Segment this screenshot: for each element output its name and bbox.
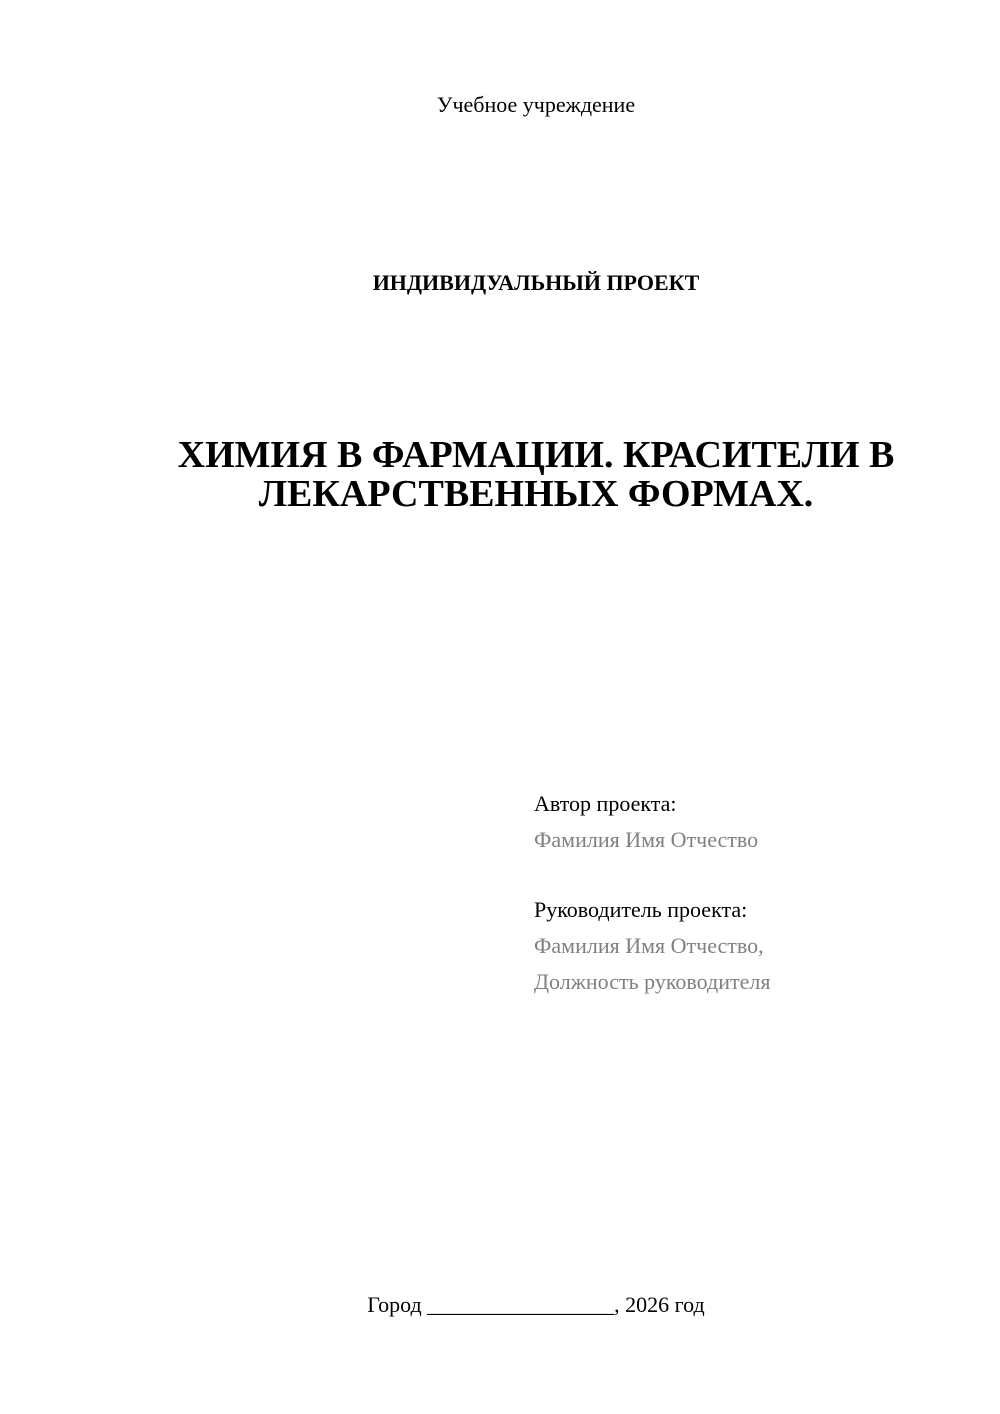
project-title-line-2: ЛЕКАРСТВЕННЫХ ФОРМАХ. bbox=[258, 473, 814, 515]
city-year-line: Город _________________, 2026 год bbox=[367, 1292, 705, 1317]
supervisor-position: Должность руководителя bbox=[534, 969, 771, 994]
institution-name: Учебное учреждение bbox=[436, 92, 636, 117]
author-name: Фамилия Имя Отчество bbox=[534, 827, 759, 852]
project-title-line-1: ХИМИЯ В ФАРМАЦИИ. КРАСИТЕЛИ В bbox=[177, 434, 895, 476]
supervisor-name: Фамилия Имя Отчество, bbox=[534, 933, 764, 958]
supervisor-label: Руководитель проекта: bbox=[534, 897, 748, 922]
project-type-heading: ИНДИВИДУАЛЬНЫЙ ПРОЕКТ bbox=[372, 270, 700, 295]
credits-block bbox=[534, 786, 974, 1000]
project-title bbox=[120, 436, 952, 514]
credits-spacer bbox=[534, 858, 974, 892]
author-label: Автор проекта: bbox=[534, 791, 677, 816]
